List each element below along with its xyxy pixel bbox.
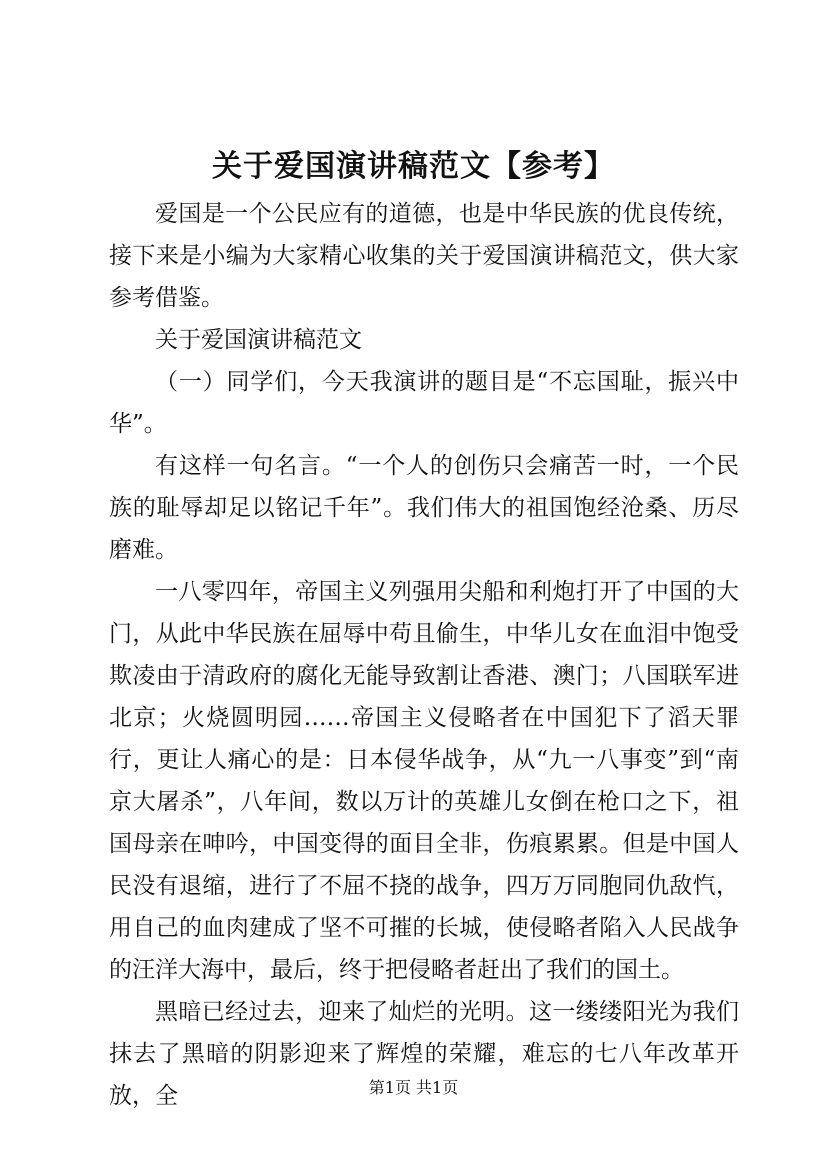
document-title: 关于爱国演讲稿范文【参考】 <box>212 149 615 184</box>
closing-paragraph: 黑暗已经过去，迎来了灿烂的光明。这一缕缕阳光为我们抹去了黑暗的阴影迎来了辉煌的荣耀，难忘的七八年改革开放，全 <box>109 999 739 1109</box>
intro-paragraph: 爱国是一个公民应有的道德，也是中华民族的优良传统，接下来是小编为大家精心收集的关于爱国演讲稿范文，供大家参考借鉴。 <box>109 201 739 311</box>
history-paragraph: 一八零四年，帝国主义列强用尖船和利炮打开了中国的大门，从此中华民族在屈辱中苟且偷生，中华儿女在血泪中饱受欺凌由于清政府的腐化无能导致割让香港、澳门；八国联军进北京；火烧圆明园……帝国主义侵略者在中国犯下了滔天罪行，更让人痛心的是：日本侵华战争，从“九一八事变”到“南京大屠杀”，八年间，数以万计的英雄儿女倒在枪口之下，祖国母亲在呻吟，中国变得的面目全非，伤痕累累。但是中国人民没有退缩，进行了不屈不挠的战争，四万万同胞同仇敌忾，用自己的血肉建成了坚不可摧的长城，使侵略者陷入人民战争的汪洋大海中，最后，终于把侵略者赶出了我们的国土。 <box>109 579 739 983</box>
page-footer: 第1页 共1页 <box>368 1078 459 1097</box>
document-body <box>109 193 739 1117</box>
speech-topic-paragraph: （一）同学们，今天我演讲的题目是“不忘国耻，振兴中华”。 <box>109 369 739 437</box>
section-heading: 关于爱国演讲稿范文 <box>155 327 362 353</box>
quote-paragraph: 有这样一句名言。“一个人的创伤只会痛苦一时，一个民族的耻辱却足以铭记千年”。我们伟大的祖国饱经沧桑、历尽磨难。 <box>109 453 739 563</box>
